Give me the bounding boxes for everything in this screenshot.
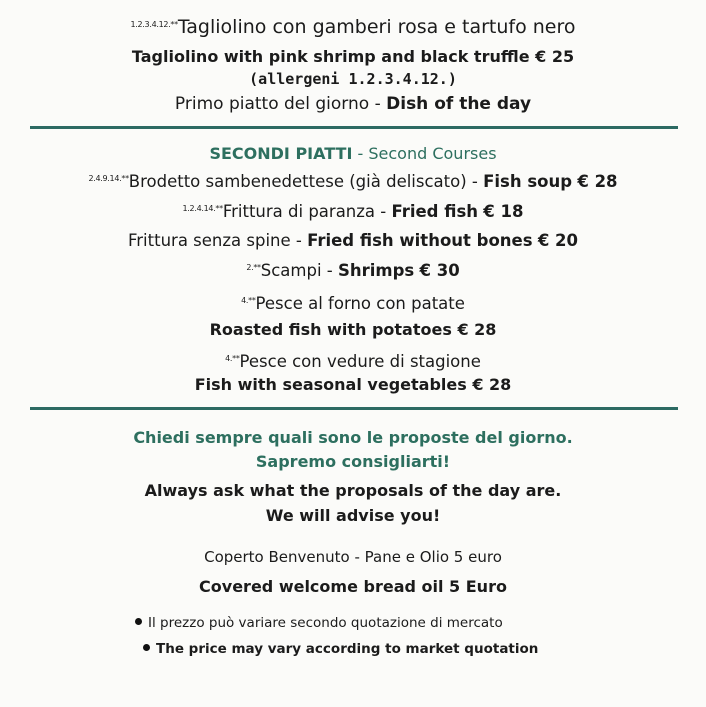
price: € 18	[483, 202, 524, 221]
menu-item: $^{4.**}$Pesce con vedure di stagione	[225, 352, 481, 371]
menu-item: $^{1.2.4.14.**}$Frittura di paranza - Fried fish € 18	[182, 202, 524, 221]
allergen-codes: 2.**	[246, 263, 261, 272]
cover-charge-en: Covered welcome bread oil 5 Euro	[199, 577, 507, 596]
menu-item-tagliolino-en: Tagliolino with pink shrimp and black truffle € 25	[131, 47, 575, 66]
menu-item: $^{2.4.9.14.**}$Brodetto sambenedettese (già deliscato) - Fish soup € 28	[88, 172, 618, 191]
advise-en: We will advise you!	[265, 506, 441, 525]
menu-item: $^{4.**}$Pesce al forno con patate	[241, 294, 465, 313]
advise-it: Sapremo consigliarti!	[255, 452, 451, 471]
price: € 28	[472, 375, 512, 394]
bullet-icon	[135, 618, 142, 625]
allergen-codes: 2.4.9.14.**	[88, 174, 129, 183]
section-divider	[30, 126, 678, 129]
price-note-it: Il prezzo può variare secondo quotazione di mercato	[135, 615, 503, 631]
section-divider	[30, 407, 678, 410]
price: € 20	[537, 231, 578, 250]
menu-item: Frittura senza spine - Fried fish without bones € 20	[127, 231, 578, 250]
menu-item-tagliolino-it: $^{1.2.3.4.12.**}$Tagliolino con gamberi rosa e tartufo nero	[130, 16, 576, 38]
menu-item: $^{2.**}$Scampi - Shrimps € 30	[246, 261, 460, 280]
menu-item-en: Fish with seasonal vegetables € 28	[194, 375, 512, 394]
price: € 28	[457, 320, 497, 339]
menu-item-en: Roasted fish with potatoes € 28	[209, 320, 497, 339]
allergen-codes: 1.2.4.14.**	[182, 204, 223, 213]
allergen-codes: 4.**	[225, 354, 240, 363]
bullet-icon	[143, 644, 150, 651]
allergen-codes: 4.**	[241, 296, 256, 305]
cover-charge-it: Coperto Benvenuto - Pane e Olio 5 euro	[204, 548, 502, 566]
section-heading-secondi: SECONDI PIATTI - Second Courses	[209, 144, 497, 163]
price-note-en: The price may vary according to market quotation	[143, 641, 538, 657]
allergen-codes: 1.2.3.4.12.**	[130, 20, 178, 29]
price: € 28	[577, 172, 618, 191]
dish-of-the-day: Primo piatto del giorno - Dish of the day	[174, 94, 532, 114]
ask-daily-proposals-en: Always ask what the proposals of the day are.	[144, 481, 562, 500]
price: € 30	[419, 261, 460, 280]
price: € 25	[535, 47, 575, 66]
allergen-note: (allergeni 1.2.3.4.12.)	[249, 70, 457, 88]
ask-daily-proposals-it: Chiedi sempre quali sono le proposte del giorno.	[133, 428, 573, 447]
